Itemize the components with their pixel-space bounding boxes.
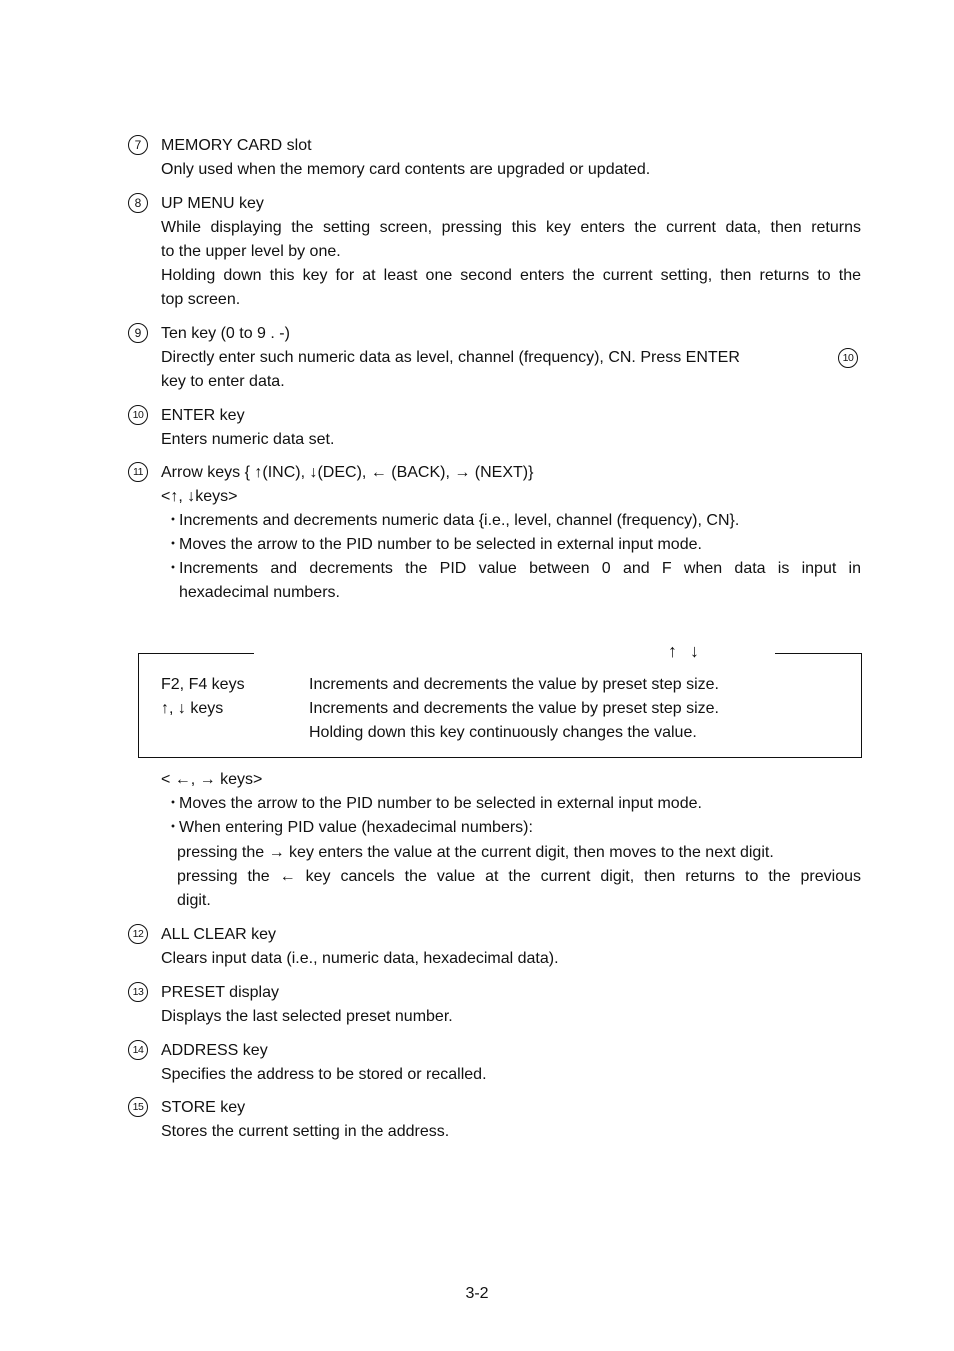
item-subheading bbox=[161, 768, 262, 792]
bullet-dot: ・ bbox=[165, 795, 182, 812]
bullet-dot: ・ bbox=[165, 512, 182, 529]
item-title: UP MENU key bbox=[161, 195, 264, 212]
item-number-badge: 10 bbox=[128, 405, 148, 425]
item-body-line: While displaying the setting screen, pressing this key enters the current data, then returns bbox=[161, 219, 861, 236]
item-body-line: Holding down this key for at least one second enters the current setting, then returns to the bbox=[161, 267, 861, 284]
note-box-border-right bbox=[775, 653, 861, 654]
bullet-text: digit. bbox=[177, 892, 211, 909]
bullet-dot: ・ bbox=[165, 536, 182, 553]
item-title: MEMORY CARD slot bbox=[161, 137, 312, 154]
bullet-text: Increments and decrements numeric data {i.e., level, channel (frequency), CN}. bbox=[179, 512, 740, 529]
bullet-text: When entering PID value (hexadecimal numbers): bbox=[179, 819, 533, 836]
item-title: ADDRESS key bbox=[161, 1042, 268, 1059]
note-row-value: Increments and decrements the value by preset step size. bbox=[309, 676, 719, 693]
item-title: Arrow keys { ↑(INC), ↓(DEC), ← (BACK), → (NEXT)} bbox=[161, 464, 534, 481]
page-number: 3-2 bbox=[465, 1285, 489, 1302]
item-number-badge: 13 bbox=[128, 982, 148, 1002]
item-body-line: Stores the current setting in the address. bbox=[161, 1123, 450, 1140]
item-body-line: Clears input data (i.e., numeric data, hexadecimal data). bbox=[161, 950, 559, 967]
item-body-line: Enters numeric data set. bbox=[161, 431, 335, 448]
bullet-continuation bbox=[177, 865, 861, 889]
note-box-title: ↑ ↓ bbox=[668, 641, 704, 661]
item-title: ENTER key bbox=[161, 407, 245, 424]
item-body-line: Specifies the address to be stored or recalled. bbox=[161, 1066, 487, 1083]
item-body-line: Displays the last selected preset number. bbox=[161, 1008, 453, 1025]
item-number-badge: 7 bbox=[128, 135, 148, 155]
bullet-text: pressing the → key enters the value at the current digit, then moves to the next digit. bbox=[177, 844, 774, 861]
item-subheading-text: < ←, → keys> bbox=[161, 771, 263, 788]
bullet-text: Moves the arrow to the PID number to be selected in external input mode. bbox=[179, 795, 702, 812]
note-row-key: F2, F4 keys bbox=[161, 676, 245, 693]
item-title: PRESET display bbox=[161, 984, 279, 1001]
note-row-key: ↑, ↓ keys bbox=[161, 700, 224, 717]
bullet-text: Moves the arrow to the PID number to be selected in external input mode. bbox=[179, 536, 702, 553]
bullet-text: pressing the ← key cancels the value at the current digit, then returns to the previous bbox=[177, 868, 861, 885]
item-number-badge: 15 bbox=[128, 1097, 148, 1117]
note-row-value: Holding down this key continuously changes the value. bbox=[309, 724, 697, 741]
item-reference-badge: 10 bbox=[838, 348, 858, 368]
item-subheading: <↑, ↓keys> bbox=[161, 488, 238, 505]
bullet-text: hexadecimal numbers. bbox=[179, 584, 340, 601]
item-number-badge: 11 bbox=[128, 462, 148, 482]
item-body-line: to the upper level by one. bbox=[161, 243, 341, 260]
item-number-badge: 9 bbox=[128, 323, 148, 343]
bullet-dot: ・ bbox=[165, 560, 182, 577]
item-body-line: Only used when the memory card contents are upgraded or updated. bbox=[161, 161, 651, 178]
item-number-badge: 14 bbox=[128, 1040, 148, 1060]
note-row-value: Increments and decrements the value by preset step size. bbox=[309, 700, 719, 717]
note-box-border-left bbox=[139, 653, 254, 654]
bullet-dot: ・ bbox=[165, 819, 182, 836]
item-number-badge: 8 bbox=[128, 193, 148, 213]
item-body-line: key to enter data. bbox=[161, 373, 285, 390]
bullet-text: Increments and decrements the PID value between 0 and F when data is input in bbox=[179, 560, 861, 577]
item-number-badge: 12 bbox=[128, 924, 148, 944]
item-title: STORE key bbox=[161, 1099, 246, 1116]
item-body-line: Directly enter such numeric data as level, channel (frequency), CN. Press ENTER bbox=[161, 349, 740, 366]
bullet-continuation bbox=[177, 889, 861, 913]
item-title: ALL CLEAR key bbox=[161, 926, 277, 943]
item-title: Ten key (0 to 9 . -) bbox=[161, 325, 290, 342]
item-body-line: top screen. bbox=[161, 291, 241, 308]
bullet-continuation bbox=[177, 841, 861, 865]
